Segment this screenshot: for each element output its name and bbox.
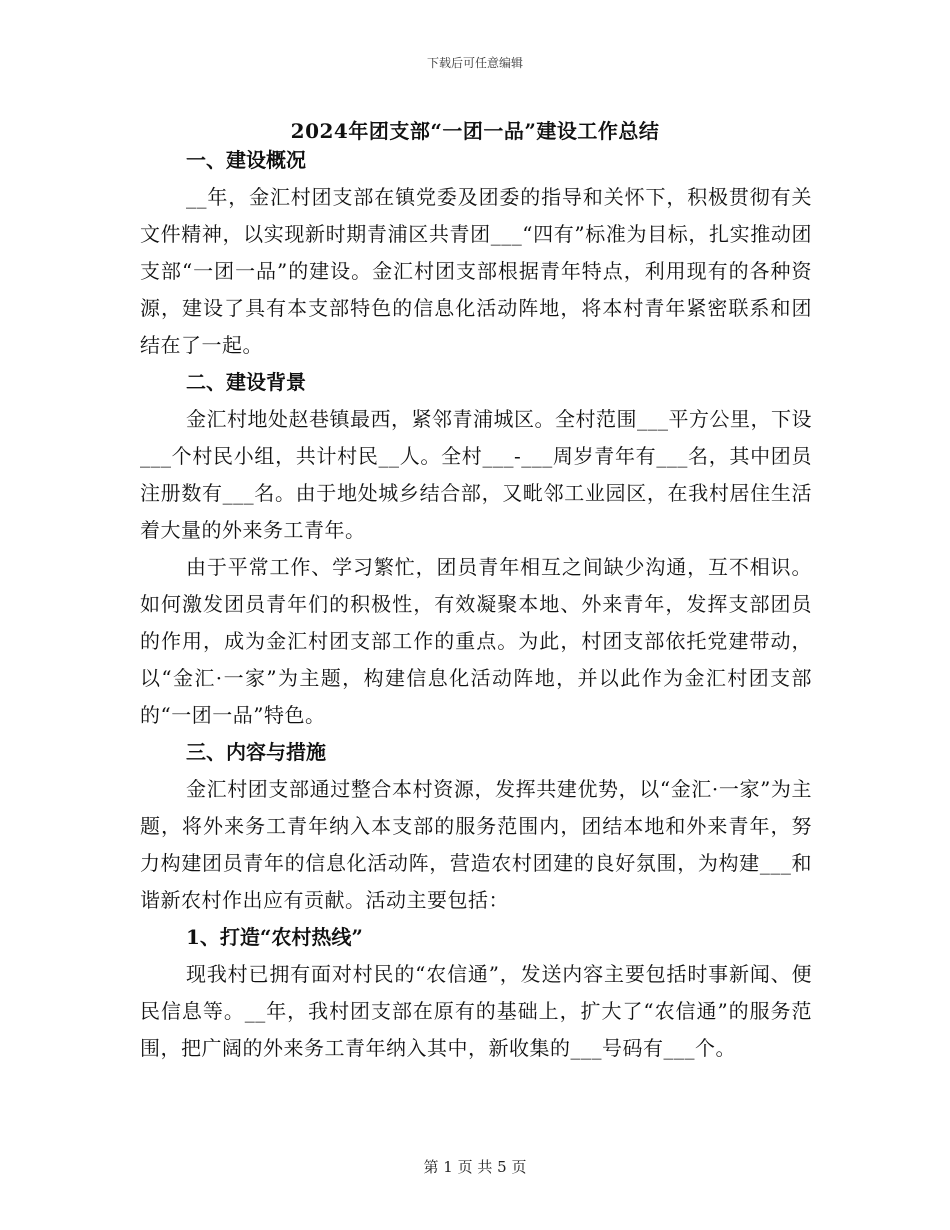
section-heading: 二、建设背景 <box>186 370 306 394</box>
paragraph: 由于平常工作、学习繁忙，团员青年相互之间缺少沟通，互不相识。如何激发团员青年们的积极性，有效凝聚本地、外来青年，发挥支部团员的作用，成为金汇村团支部工作的重点。为此，村团支部依托党建带动，以“金汇·一家”为主题，构建信息化活动阵地，并以此作为金汇村团支部的“一团一品”特色。 <box>140 555 812 727</box>
document-title: 2024年团支部“一团一品”建设工作总结 <box>290 119 660 143</box>
section-heading: 一、建设概况 <box>186 148 306 172</box>
paragraph: 金汇村团支部通过整合本村资源，发挥共建优势，以“金汇·一家”为主题，将外来务工青年纳入本支部的服务范围内，团结本地和外来青年，努力构建团员青年的信息化活动阵，营造农村团建的良好氛围，为构建___和谐新农村作出应有贡献。活动主要包括： <box>140 777 812 912</box>
section-heading: 三、内容与措施 <box>186 740 326 764</box>
document-body <box>140 142 812 1067</box>
page-number-footer: 第 1 页 共 5 页 <box>423 1158 527 1176</box>
paragraph: __年，金汇村团支部在镇党委及团委的指导和关怀下，积极贯彻有关文件精神，以实现新时期青浦区共青团___“四有”标准为目标，扎实推动团支部“一团一品”的建设。金汇村团支部根据青年特点，利用现有的各种资源，建设了具有本支部特色的信息化活动阵地，将本村青年紧密联系和团结在了一起。 <box>140 185 812 357</box>
header-note: 下载后可任意编辑 <box>426 56 523 70</box>
paragraph: 现我村已拥有面对村民的“农信通”，发送内容主要包括时事新闻、便民信息等。__年，我村团支部在原有的基础上，扩大了“农信通”的服务范围，把广阔的外来务工青年纳入其中，新收集的___号码有___个。 <box>140 962 812 1060</box>
subsection-heading: 1、打造“农村热线” <box>186 925 363 949</box>
paragraph: 金汇村地处赵巷镇最西，紧邻青浦城区。全村范围___平方公里，下设___个村民小组，共计村民__人。全村___-___周岁青年有___名，其中团员注册数有___名。由于地处城乡结合部，又毗邻工业园区，在我村居住生活着大量的外来务工青年。 <box>140 407 812 542</box>
